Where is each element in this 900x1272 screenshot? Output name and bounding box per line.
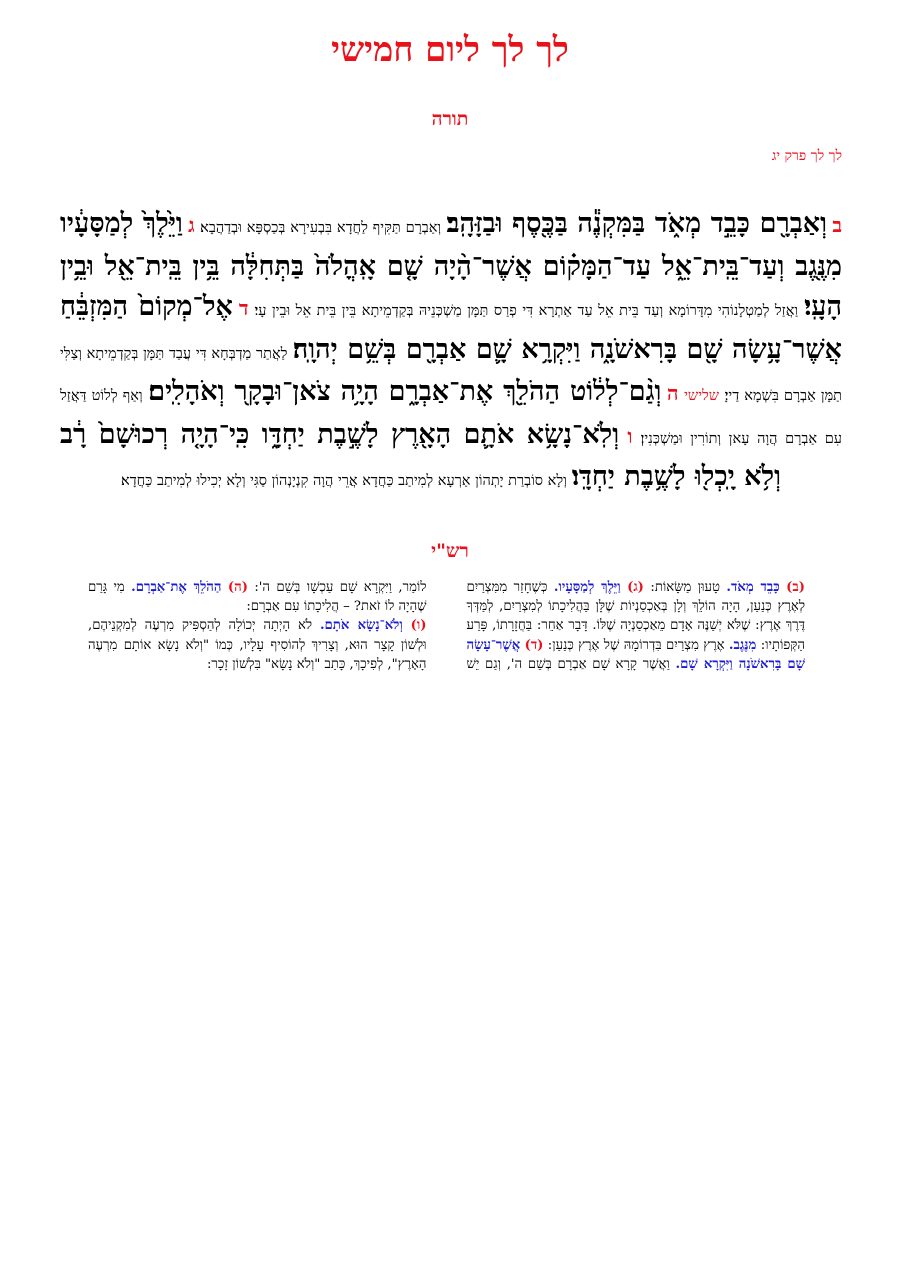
rashi-verse-ref: (ה): [227, 580, 248, 595]
verse-onkelos: לַאֲתַר מַדְבְּחָא דִּי עֲבַד תַּמָּן בְּקַדְמֵיתָא וְצַלִּי תַמָּן אַבְרָם בִּשְׁמָא דַייָ׃: [60, 345, 843, 404]
verse-number: ד: [238, 296, 249, 320]
verse-number: ה: [667, 381, 679, 405]
rashi-verse-ref: (ב): [786, 580, 805, 595]
verse-onkelos: וְלָא סוֹבְרַת יָתְהוֹן אַרְעָא לְמִיתַב כַּחֲדָא אֲרֵי הֲוָה קִנְיָנְהוֹן סַגִּי וְלָא יְכִילוּ לְמִיתַב כַּחֲדָא׃: [121, 473, 567, 489]
verse-hebrew: וְגַ֨ם־לְל֔וֹט הַהֹלֵ֖ךְ אֶת־אַבְרָ֑ם הָיָ֥ה צֹאן־וּבָקָ֖ר וְאֹהָלִֽים׃: [148, 376, 662, 407]
rashi-dibbur-hamatchil: אֲשֶׁר־עָשָׂה שָׁם בָּרִאשֹׁנָה וַיִּקְרָא שָׁם.: [466, 637, 805, 672]
rashi-dibbur-hamatchil: מִנֶּגֶב.: [728, 637, 757, 653]
aliyah-marker: שלישי: [684, 388, 720, 404]
verse-number: ו: [627, 423, 633, 448]
verse-hebrew: וְלֹֽא־נָשָׂ֥א אֹתָ֛ם הָאָ֖רֶץ לָשֶׁ֣בֶת יַחְדָּ֑ו כִּֽי־הָיָ֤ה רְכוּשָׁם֙ רָ֔ב וְלֹ֥א יָֽכְל֖וּ לָשֶׁ֥בֶת יַחְדָּֽו׃: [60, 418, 781, 492]
rashi-text: וַאֲשֶׁר קָרָא שָׁם אַבְרָם בְּשֵׁם ה', וְגַם יֵשׁ לוֹמַר, וַיִּקְרָא שָׁם עַכְשָׁו בְּשֵׁם ה':: [254, 580, 670, 672]
rashi-commentary: [88, 578, 805, 674]
chapter-label: לך לך פרק יג: [771, 148, 842, 164]
verse-number: ג: [188, 213, 195, 237]
rashi-verse-ref: (ד): [524, 637, 544, 653]
verse-number: ב: [832, 213, 843, 237]
section-title-rashi: רש"י: [431, 540, 469, 562]
rashi-text: מִי גָּרַם שֶׁהָיָה לוֹ זֹאת? – הֲלִיכָתוֹ עִם אַבְרָם:: [88, 580, 427, 615]
rashi-verse-ref: (ג): [627, 580, 644, 595]
verse-hebrew: וַיֵּ֙לֶךְ֙ לְמַסָּעָ֔יו מִנֶּ֖גֶב וְעַד־בֵּֽית־אֵ֑ל עַד־הַמָּק֗וֹם אֲשֶׁר־הָ֨יָה שָׁ֤ם אָֽהֳלֹה֙ בַּתְּחִלָּ֔ה בֵּ֥ין בֵּֽית־אֵ֖ל וּבֵ֥ין הָעָֽי׃: [60, 208, 842, 322]
verse-onkelos: וְאַבְרָם תַּקִּיף לַחֲדָא בִּבְעִירָא בְּכַסְפָּא וּבְדַהֲבָא׃: [200, 220, 442, 236]
rashi-text: טָעוּן מַשָּׂאוֹת:: [650, 580, 720, 595]
page-title: לך לך ליום חמישי: [331, 30, 569, 70]
verse-hebrew: וְאַבְרָ֖ם כָּבֵ֣ד מְאֹ֑ד בַּמִּקְנֶ֕ה בַּכֶּ֖סֶף וּבַזָּהָֽב׃: [446, 208, 828, 239]
rashi-dibbur-hamatchil: וְלֹא־נָשָׂא אֹתָם.: [319, 618, 403, 634]
rashi-dibbur-hamatchil: וַיֵּלֶךְ לְמַסָּעָיו.: [553, 580, 621, 595]
rashi-paragraph: [88, 616, 427, 674]
rashi-verse-ref: (ו): [410, 618, 427, 634]
verse-onkelos: וַאֲזַל לְמַטְלָנוֹהִי מִדָּרוֹמָא וְעַד בֵּית אֵל עַד אַתְרָא דִּי פְרַס תַּמָּן מַשְׁכְּנֵיהּ בְּקַדְמֵיתָא בֵּין בֵּית אֵל וּבֵין עָי׃: [254, 303, 799, 319]
rashi-dibbur-hamatchil: כָּבֵד מְאֹד.: [726, 580, 780, 595]
section-title-torah: תורה: [431, 108, 469, 130]
rashi-text: כְּשֶׁחָזַר מִמִּצְרַיִם לְאֶרֶץ כְּנַעַן, הָיָה הוֹלֵךְ וְלָן בְּאַכְסַנְיוֹת שֶׁלָּן בַּהֲלִיכָתוֹ לְמִצְרַיִם, לְמַּדְּךָ דֶּרֶךְ אֶרֶץ: שֶׁלֹּא יְשַׁנֶּה אָדָם מֵאַכְסַנְיָה שֶׁלּוֹ. דָּבָר אַחֵר: בַּחֲזָרָתוֹ, פָּרַע הַקְּפוֹתָיו:: [466, 580, 805, 653]
rashi-dibbur-hamatchil: הַהֹלֵךְ אֶת־אַבְרָם.: [131, 580, 222, 595]
verse-onkelos: וְאַף לְלוֹט דַּאֲזַל עִם אַבְרָם הֲוָה עָאן וְתוֹרִין וּמַשְׁכְּנִין׃: [60, 388, 842, 447]
verse-hebrew: אֶל־מְקוֹם֙ הַמִּזְבֵּ֔חַ אֲשֶׁר־עָ֥שָׂה שָׁ֖ם בָּרִאשֹׁנָ֑ה וַיִּקְרָ֥א שָׁ֛ם אַבְרָ֖ם בְּשֵׁ֥ם יְהוָֽה׃: [60, 291, 842, 365]
rashi-text: אֶרֶץ מִצְרַיִם בִּדְרוֹמָהּ שֶׁל אֶרֶץ כְּנַעַן:: [547, 637, 725, 653]
rashi-text: לֹא הָיְתָה יְכוֹלָה לְהַסְפִּיק מִרְעֶה לְמִקְנֵיהֶם, וּלְשׁוֹן קָצָר הוּא, וְצָרִיךְ לְהוֹסִיף עָלָיו, כְּמוֹ "וְלֹא נָשָׂא אוֹתָם מִרְעֶה הָאָרֶץ", לְפִיכָךְ, כָּתַב "וְלֹא נָשָׂא" בִּלְשׁוֹן זָכָר:: [88, 618, 427, 672]
torah-text-block: [60, 205, 842, 501]
